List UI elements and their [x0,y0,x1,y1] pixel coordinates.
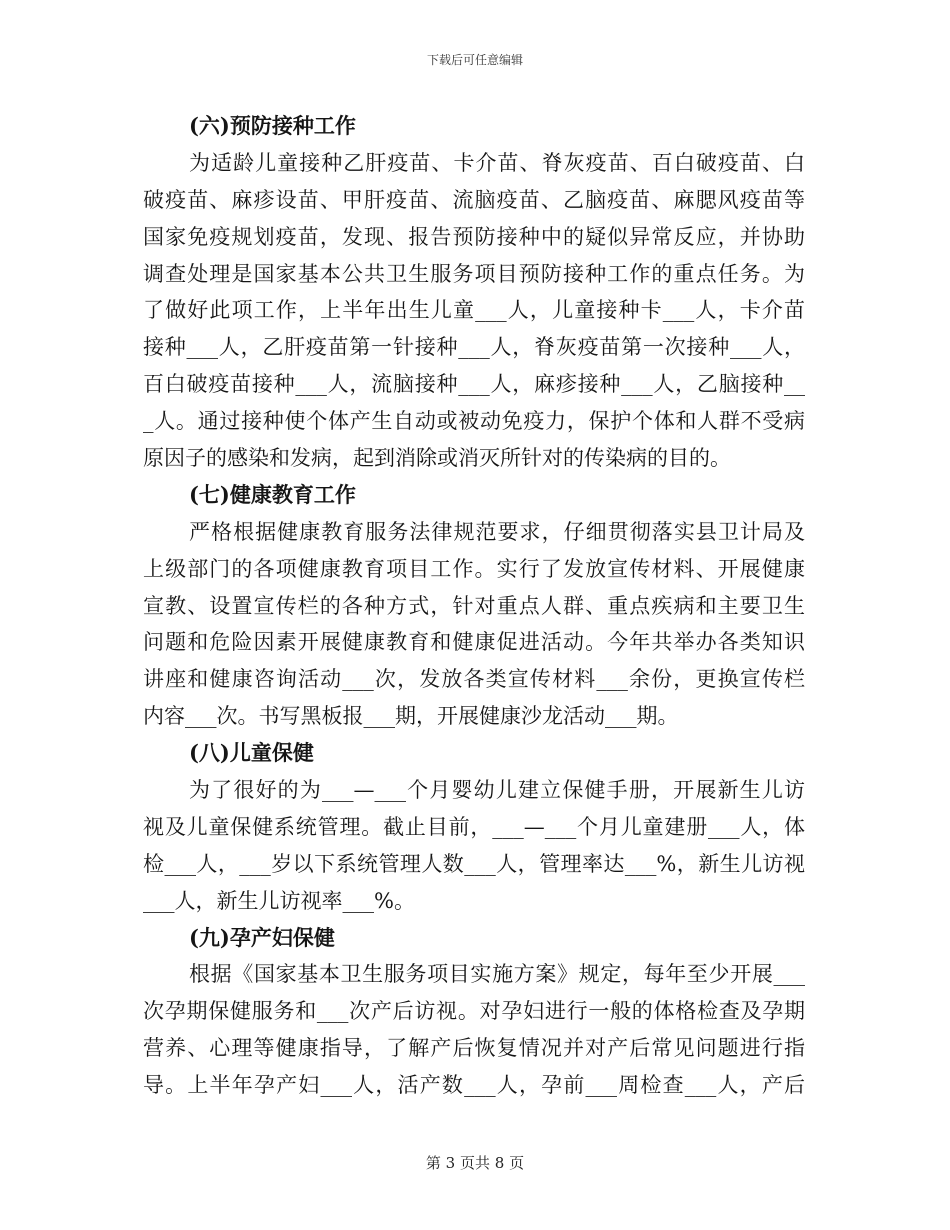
section-heading: (六)预防接种工作 [189,113,356,138]
paragraph [143,772,805,920]
paragraph-line: 视及儿童保健系统管理。截止目前，___—___个月儿童建册___人，体 [143,814,805,839]
section-heading: (八)儿童保健 [189,740,314,766]
paragraph-line: 调查处理是国家基本公共卫生服务项目预防接种工作的重点任务。为 [143,261,805,286]
document-body [143,108,805,1104]
paragraph-line: _人。通过接种使个体产生自动或被动免疫力，保护个体和人群不受病 [143,409,805,434]
paragraph-line: 破疫苗、麻疹设苗、甲肝疫苗、流脑疫苗、乙脑疫苗、麻腮风疫苗等 [143,187,805,212]
paragraph-line: 导。上半年孕产妇___人，活产数___人，孕前___周检查___人，产后 [143,1073,805,1098]
paragraph-line: 问题和危险因素开展健康教育和健康促进活动。今年共举办各类知识 [143,630,805,655]
paragraph-line: 内容___次。书写黑板报___期，开展健康沙龙活动___期。 [143,704,679,729]
paragraph-line: 接种___人，乙肝疫苗第一针接种___人，脊灰疫苗第一次接种___人， [143,335,805,360]
paragraph-line: ___人，新生儿访视率___%。 [143,888,415,913]
paragraph-line: 百白破疫苗接种___人，流脑接种___人，麻疹接种___人，乙脑接种__ [143,372,805,397]
paragraph [143,956,805,1104]
paragraph [143,514,805,735]
paragraph [143,145,805,477]
section-heading: (七)健康教育工作 [189,481,356,507]
paragraph-line: 严格根据健康教育服务法律规范要求，仔细贯彻落实县卫计局及 [189,519,805,544]
paragraph-line: 营养、心理等健康指导，了解产后恢复情况并对产后常见问题进行指 [143,1036,805,1061]
paragraph-line: 为了很好的为___—___个月婴幼儿建立保健手册，开展新生儿访 [189,778,805,803]
paragraph-line: 讲座和健康咨询活动___次，发放各类宣传材料___余份，更换宣传栏 [143,667,805,692]
paragraph-line: 原因子的感染和发病，起到消除或消灭所针对的传染病的目的。 [143,446,731,471]
page-number-footer: 第 3 页共 8 页 [425,1154,525,1172]
section-heading: (九)孕产妇保健 [189,924,335,950]
paragraph-line: 为适龄儿童接种乙肝疫苗、卡介苗、脊灰疫苗、百白破疫苗、白 [189,150,805,175]
section-immunization [143,108,805,477]
paragraph-line: 根据《国家基本卫生服务项目实施方案》规定，每年至少开展___ [189,962,805,987]
paragraph-line: 次孕期保健服务和___次产后访视。对孕妇进行一般的体格检查及孕期 [143,999,805,1024]
running-header: 下载后可任意编辑 [426,53,523,67]
section-child-health [143,735,805,919]
section-health-education [143,477,805,735]
paragraph-line: 国家免疫规划疫苗，发现、报告预防接种中的疑似异常反应，并协助 [143,224,805,249]
section-maternal-health [143,920,805,1104]
paragraph-line: 了做好此项工作，上半年出生儿童___人，儿童接种卡___人，卡介苗 [143,298,805,323]
paragraph-line: 检___人，___岁以下系统管理人数___人，管理率达___%，新生儿访视 [143,851,805,876]
paragraph-line: 上级部门的各项健康教育项目工作。实行了发放宣传材料、开展健康 [143,556,805,581]
paragraph-line: 宣教、设置宣传栏的各种方式，针对重点人群、重点疾病和主要卫生 [143,593,805,618]
